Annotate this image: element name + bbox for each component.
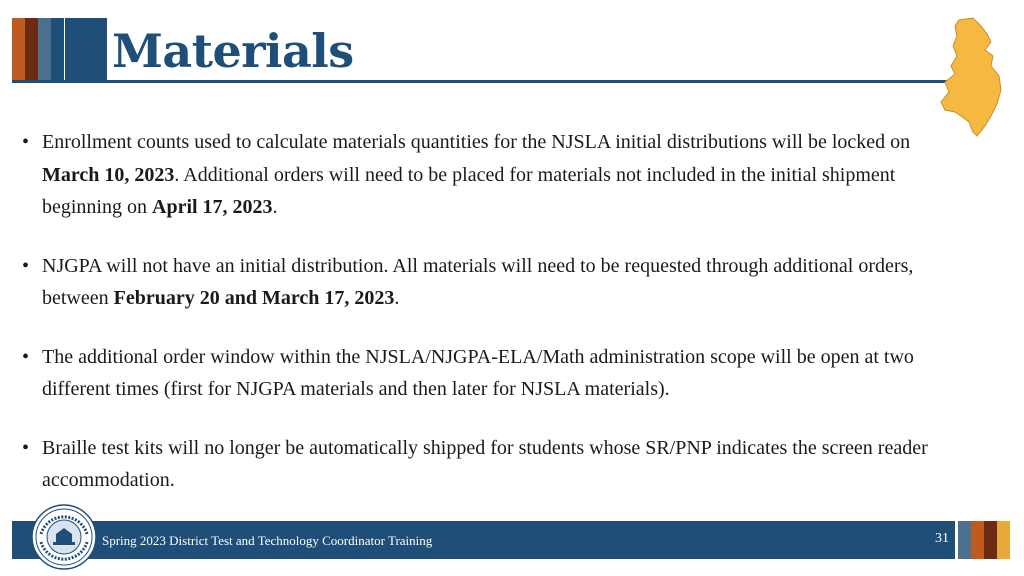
footer-accent-bar-2 (971, 521, 984, 559)
footer-bar (12, 521, 955, 559)
date-window: February 20 and March 17, 2023 (113, 287, 395, 309)
bullet-item-enrollment-counts (22, 126, 942, 224)
bullet-text: The additional order window within the NJSLA/NJGPA-ELA/Math administration scope will be open at two different times (first for NJGPA materials and then later for NJSLA materials). (42, 345, 914, 400)
header-accent-bars (12, 18, 64, 80)
date-april-17: April 17, 2023 (152, 196, 273, 218)
bullet-item-order-window (22, 341, 942, 406)
new-jersey-map-icon (935, 16, 1007, 142)
page-title: Materials (112, 24, 354, 78)
bullet-list (22, 126, 942, 523)
page-number: 31 (935, 531, 949, 546)
accent-bar-4 (51, 18, 64, 80)
bullet-text: . Additional orders will need to be placed for materials not included in the initial shipment beginning on (42, 163, 896, 218)
date-march-10: March 10, 2023 (42, 163, 175, 186)
bullet-item-braille-kits (22, 432, 942, 497)
footer-accent-bar-1 (958, 521, 971, 559)
bullet-item-njgpa-distribution (22, 250, 942, 315)
bullet-text: . (272, 196, 278, 218)
accent-bar-1 (12, 18, 25, 80)
state-seal-icon (31, 504, 97, 570)
footer-accent-bars (958, 521, 1010, 559)
accent-bar-2 (25, 18, 38, 80)
title-underline (12, 80, 968, 83)
bullet-text: NJGPA will not have an initial distribution. All materials will need to be requested through additional orders, between (42, 254, 914, 309)
footer-accent-bar-3 (984, 521, 997, 559)
title-color-block (65, 18, 107, 80)
bullet-text: Enrollment counts used to calculate materials quantities for the NJSLA initial distributions will be locked on (42, 131, 911, 153)
accent-bar-3 (38, 18, 51, 80)
bullet-text: Braille test kits will no longer be automatically shipped for students whose SR/PNP indicates the screen reader accommodation. (42, 436, 928, 491)
footer-accent-bar-4 (997, 521, 1010, 559)
footer-title: Spring 2023 District Test and Technology Coordinator Training (102, 533, 433, 548)
bullet-text: . (394, 287, 400, 309)
